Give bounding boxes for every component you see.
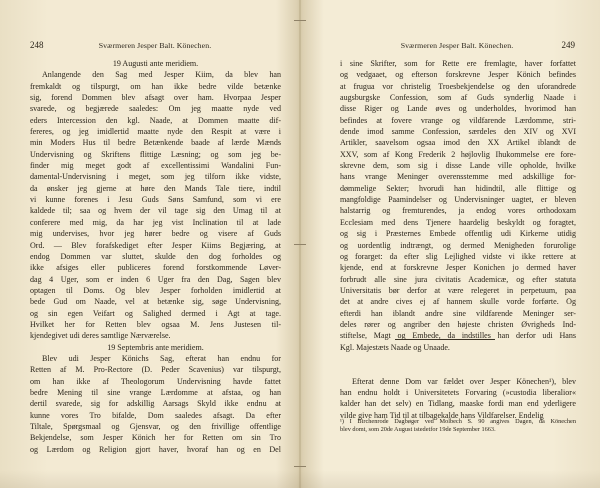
- text-line: befindes at fovere vrange og vildfarende Lærdomme, stri-: [340, 115, 576, 125]
- text-line: bede Gud om Naade, vel at betænke sig, søge Undervisning,: [30, 297, 281, 307]
- text-line: dertil svarede, sig for adskillig Aarsags Skyld ikke endnu at: [30, 399, 281, 409]
- text-line: efterdi han iblandt andre sine vildfarende Meninger ser-: [340, 308, 576, 318]
- gutter-mark-bottom: [294, 466, 306, 467]
- text-line: forbrudt alle sine jura civitatis Academicæ, og efter statuta: [340, 274, 576, 284]
- text-line: mangfoldige Paamindelser og Undervisninger uagtet, er bleven: [340, 195, 576, 205]
- right-page-text: [340, 58, 576, 421]
- text-line: XXV, som af Kong Frederik 2 højlovlig Ihukommelse ere fore-: [340, 149, 576, 159]
- text-line: svarede, og begjærede saaledes: Om jeg maatte nyde ved: [30, 104, 281, 114]
- section-heading: 19 Septembris ante meridiem.: [107, 342, 204, 352]
- text-line: fereres, og jeg imidlertid maatte nyde den Respit at være i: [30, 127, 281, 137]
- text-line: conferere med mig, da har jeg vist Inclination til at lade: [30, 217, 281, 227]
- text-line: Anlangende den Sag med Jesper Kiim, da blev han: [42, 70, 281, 80]
- text-line: kjende, end at forskrevne Jesper Konichen jo dermed haver: [340, 263, 576, 273]
- footnote: [340, 418, 576, 435]
- right-running-head: Sværmeren Jesper Balt. Könechen.: [400, 41, 514, 50]
- gutter-mark-top: [294, 20, 306, 21]
- text-line: dende imod samme Confession, særdeles den XIV og XVI: [340, 127, 576, 137]
- text-line: min Moders Hus til bedre Betænkende baade af lærde Mænds: [30, 138, 281, 148]
- text-line: og sig i Præsternes Embede offentlig udi Kirkerne utidig: [340, 229, 576, 239]
- right-page: [300, 0, 600, 488]
- text-line: sig, forend Dommen blev afsagt over ham. Hvorpaa Jesper: [30, 93, 281, 103]
- text-line: dømmelige Sekter; hvorudi han hidindtil, alle flittige og: [340, 183, 576, 193]
- left-running-head: Sværmeren Jesper Balt. Könechen.: [98, 41, 212, 50]
- text-line: Undervisning og Skriftens flittige Læsning; og som jeg be-: [30, 149, 281, 159]
- text-line: Ord. — Blev forafskediget efter Jesper Kiims Begjæring, at: [30, 240, 281, 250]
- text-line: Universitatis bør derfor at være relegeret in perpetuum, paa: [340, 285, 576, 295]
- footnote-line: blev domt, som 20de August istedetfor 19de September 1663.: [340, 426, 496, 434]
- text-line: mig undervises, hvor jeg hører bedre og visere af Guds: [30, 229, 281, 239]
- text-line: Retten af M. Pro-Rectore (D. Peder Scavenius) var tilspurgt,: [30, 365, 281, 375]
- left-page-text: [30, 58, 281, 455]
- text-line: vilde give ham Tid til at tilbagekalde hans Vildfarelser. Endelig: [340, 410, 544, 420]
- text-line: finder mig meget godt af excellentissimi Wandalini Fun-: [30, 161, 281, 171]
- text-line: Bekjendelse, som Jesper Könich her for Retten om sin Tro: [30, 433, 281, 443]
- text-line: om han ikke af Theologorum Undervisning havde fattet: [30, 376, 281, 386]
- left-header: [30, 40, 280, 52]
- text-line: endog Dommen var sluttet, skulde den dog forholdes og: [30, 251, 281, 261]
- footnote-line: ¹) I Birchenrode Dagbøger ved Molbech S. 90 angives Dagen, da Könechen: [340, 418, 576, 425]
- text-line: stiftelse, Magt og Embede, da indstilles han derfor udi Hans: [340, 331, 576, 341]
- text-line: Efterat denne Dom var fældet over Jesper Könechen¹), blev: [352, 376, 576, 386]
- section-heading: 19 Augusti ante meridiem.: [112, 59, 199, 68]
- text-line: hans vrange Meninger overensstemme med adskillige for-: [340, 172, 576, 182]
- text-line: Ecclesiam med dens Tjenere haardelig beskyldt og foragtet,: [340, 217, 576, 227]
- text-line: kaldede til; saa og hvem der vil tage sig den Umag til at: [30, 206, 281, 216]
- text-line: bedre Mening til sine vrange Lærdomme at afstaa, og han: [30, 387, 281, 397]
- right-page-number: 249: [561, 40, 575, 50]
- text-line: deles rører og angriber den højeste christen Øvrigheds Ind-: [340, 319, 576, 329]
- text-line: dag 4 Uger, som er inden 6 Uger fra den Dag, Sagen blev: [30, 274, 281, 284]
- text-line: Blev udi Jesper Könichs Sag, efterat han endnu for: [42, 353, 281, 363]
- text-line: at frugua vor christelig Troesbekjendelse og den uforandrede: [340, 81, 576, 91]
- text-line: eders Intercession den kgl. Naade, at Dommen maatte dif-: [30, 115, 281, 125]
- left-page-number: 248: [30, 40, 44, 50]
- text-line: ikke afsiges eller publiceres forend forstkommende Løver-: [30, 263, 281, 273]
- right-header: [339, 40, 575, 52]
- text-line: det at andre cives ej af hannem skulle vorde forførte. Og: [340, 297, 576, 307]
- text-line: damental-Undervisning i meget, som jeg tilforn ikke vidste,: [30, 172, 281, 182]
- text-line: Kgl. Majestæts Naade og Unaade.: [340, 342, 450, 352]
- text-line: vi kunne forenes i Jesu Guds Søns Samfund, som vi ere: [30, 195, 281, 205]
- text-line: kjendegivet udi deres samtlige Nærværelse.: [30, 331, 171, 341]
- text-line: [340, 353, 576, 364]
- text-line: da ønsker jeg gjerne at høre den Mands Tale tiere, indtil: [30, 183, 281, 193]
- text-line: skrevne dem, som sig i disse Lande ville opholde, hvilke: [340, 161, 576, 171]
- text-line: [340, 364, 576, 375]
- text-line: kunne vores Tro bifalde, Dom saaledes afsagt. Da efter: [30, 410, 281, 420]
- text-line: augsburgske Confession, som af Guds synderlig Naade i: [340, 93, 576, 103]
- text-line: halstarrig og fremturendes, ja endog vores orthodoxam: [340, 206, 576, 216]
- text-line: fremkaldt og tilspurgt, om han ikke bedre vilde betænke: [30, 81, 281, 91]
- text-line: og uordentlig indtrængt, og dermed Menigheden forurolige: [340, 240, 576, 250]
- text-line: optagen til Doms. Og blev Jesper forholden imidlertid at: [30, 285, 281, 295]
- section-divider-rule: [395, 339, 495, 340]
- text-line: disse Riger og Lande øves og underholdes, hvorimod han: [340, 104, 576, 114]
- gutter-mark-middle: [294, 244, 306, 245]
- text-line: Artikler, saavelsom ogsaa imod den XX Artikel iblandt de: [340, 138, 576, 148]
- text-line: og Lærdom og Religion gjort haver, hvoraf han og en Del: [30, 444, 281, 454]
- text-line: han endnu holdt i Universitetets Forvaring (»custodia liberalior«: [340, 387, 576, 397]
- page-bottom-shadow: [0, 470, 600, 488]
- text-line: og vedgaaet, og efterson forskrevne Jesper Könich befindes: [340, 70, 576, 80]
- text-line: Hvilket her for Retten blev ogsaa M. Jens Justesen til-: [30, 319, 281, 329]
- text-line: kalder han det selv) en Tidlang, maaske fordi man end yderligere: [340, 399, 576, 409]
- text-line: og sin egen Veifart og Salighed dermed i Agt at tage.: [30, 308, 281, 318]
- text-line: Tiltale, Spørgsmaal og Gjensvar, og den frivillige offentlige: [30, 422, 281, 431]
- text-line: og forarget: da efter slig Lejlighed vidste vi ikke rettere at: [340, 251, 576, 261]
- text-line: i sine Skrifter, som for Rette ere fremlagte, haver forfattet: [340, 59, 576, 68]
